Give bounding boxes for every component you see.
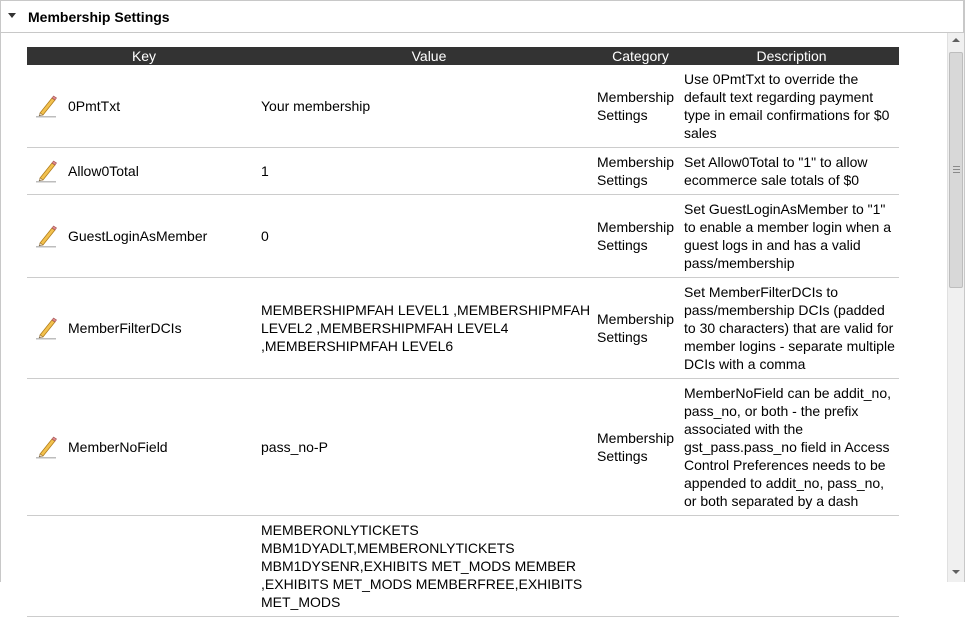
pencil-icon[interactable]	[35, 94, 57, 118]
description-cell: Set MemberFilterDCIs to pass/membership DCIs (padded to 30 characters) that are valid for member logins - separate multiple DCIs with a comma	[684, 278, 899, 379]
edit-cell	[27, 195, 68, 278]
pencil-icon[interactable]	[35, 159, 57, 183]
table-row	[27, 516, 899, 617]
settings-table	[27, 47, 899, 617]
category-cell: Membership Settings	[597, 379, 684, 516]
description-cell	[684, 516, 899, 617]
category-cell	[597, 516, 684, 617]
category-cell: Membership Settings	[597, 65, 684, 148]
category-cell: Membership Settings	[597, 148, 684, 195]
key-cell: Allow0Total	[68, 148, 261, 195]
key-cell: MemberFilterDCIs	[68, 278, 261, 379]
table-row	[27, 379, 899, 516]
description-cell: Set GuestLoginAsMember to "1" to enable a member login when a guest logs in and has a valid pass/membership	[684, 195, 899, 278]
section-title: Membership Settings	[28, 9, 170, 25]
grip-line	[953, 172, 960, 173]
edit-cell	[27, 148, 68, 195]
key-cell: 0PmtTxt	[68, 65, 261, 148]
column-header-value[interactable]: Value	[261, 47, 597, 65]
description-cell: Set Allow0Total to "1" to allow ecommerce sale totals of $0	[684, 148, 899, 195]
grip-line	[953, 166, 960, 167]
collapse-triangle-icon[interactable]	[8, 13, 16, 18]
vertical-scrollbar[interactable]	[947, 33, 964, 582]
edit-cell	[27, 65, 68, 148]
description-cell: Use 0PmtTxt to override the default text regarding payment type in email confirmations for $0 sales	[684, 65, 899, 148]
pencil-icon[interactable]	[35, 435, 57, 459]
column-header-key[interactable]: Key	[27, 47, 261, 65]
edit-cell	[27, 379, 68, 516]
value-cell: 0	[261, 195, 597, 278]
edit-cell	[27, 516, 68, 617]
table-row	[27, 278, 899, 379]
window-edge	[964, 0, 972, 582]
column-header-description[interactable]: Description	[684, 47, 899, 65]
value-cell: MEMBERSHIPMFAH LEVEL1 ,MEMBERSHIPMFAH LEVEL2 ,MEMBERSHIPMFAH LEVEL4 ,MEMBERSHIPMFAH LEVEL6	[261, 278, 597, 379]
value-cell: MEMBERONLYTICKETS MBM1DYADLT,MEMBERONLYTICKETS MBM1DYSENR,EXHIBITS MET_MODS MEMBER ,EXHIBITS MET_MODS MEMBERFREE,EXHIBITS MET_MODS	[261, 516, 597, 617]
section-header[interactable]	[0, 0, 964, 33]
table-row	[27, 148, 899, 195]
category-cell: Membership Settings	[597, 278, 684, 379]
table-row	[27, 65, 899, 148]
value-cell: 1	[261, 148, 597, 195]
pencil-icon[interactable]	[35, 224, 57, 248]
key-cell	[68, 516, 261, 617]
column-header-category[interactable]: Category	[597, 47, 684, 65]
value-cell: Your membership	[261, 65, 597, 148]
scroll-up-arrow-icon[interactable]	[952, 38, 960, 42]
grip-line	[953, 169, 960, 170]
value-cell: pass_no-P	[261, 379, 597, 516]
key-cell: GuestLoginAsMember	[68, 195, 261, 278]
description-cell: MemberNoField can be addit_no, pass_no, or both - the prefix associated with the gst_pass.pass_no field in Access Control Preferences needs to be appended to addit_no, pass_no, or both separated by a dash	[684, 379, 899, 516]
scroll-down-arrow-icon[interactable]	[952, 570, 960, 574]
category-cell: Membership Settings	[597, 195, 684, 278]
key-cell: MemberNoField	[68, 379, 261, 516]
edit-cell	[27, 278, 68, 379]
table-row	[27, 195, 899, 278]
scroll-thumb[interactable]	[949, 52, 963, 288]
settings-panel	[0, 33, 948, 610]
table-header-row	[27, 47, 899, 65]
pencil-icon[interactable]	[35, 316, 57, 340]
